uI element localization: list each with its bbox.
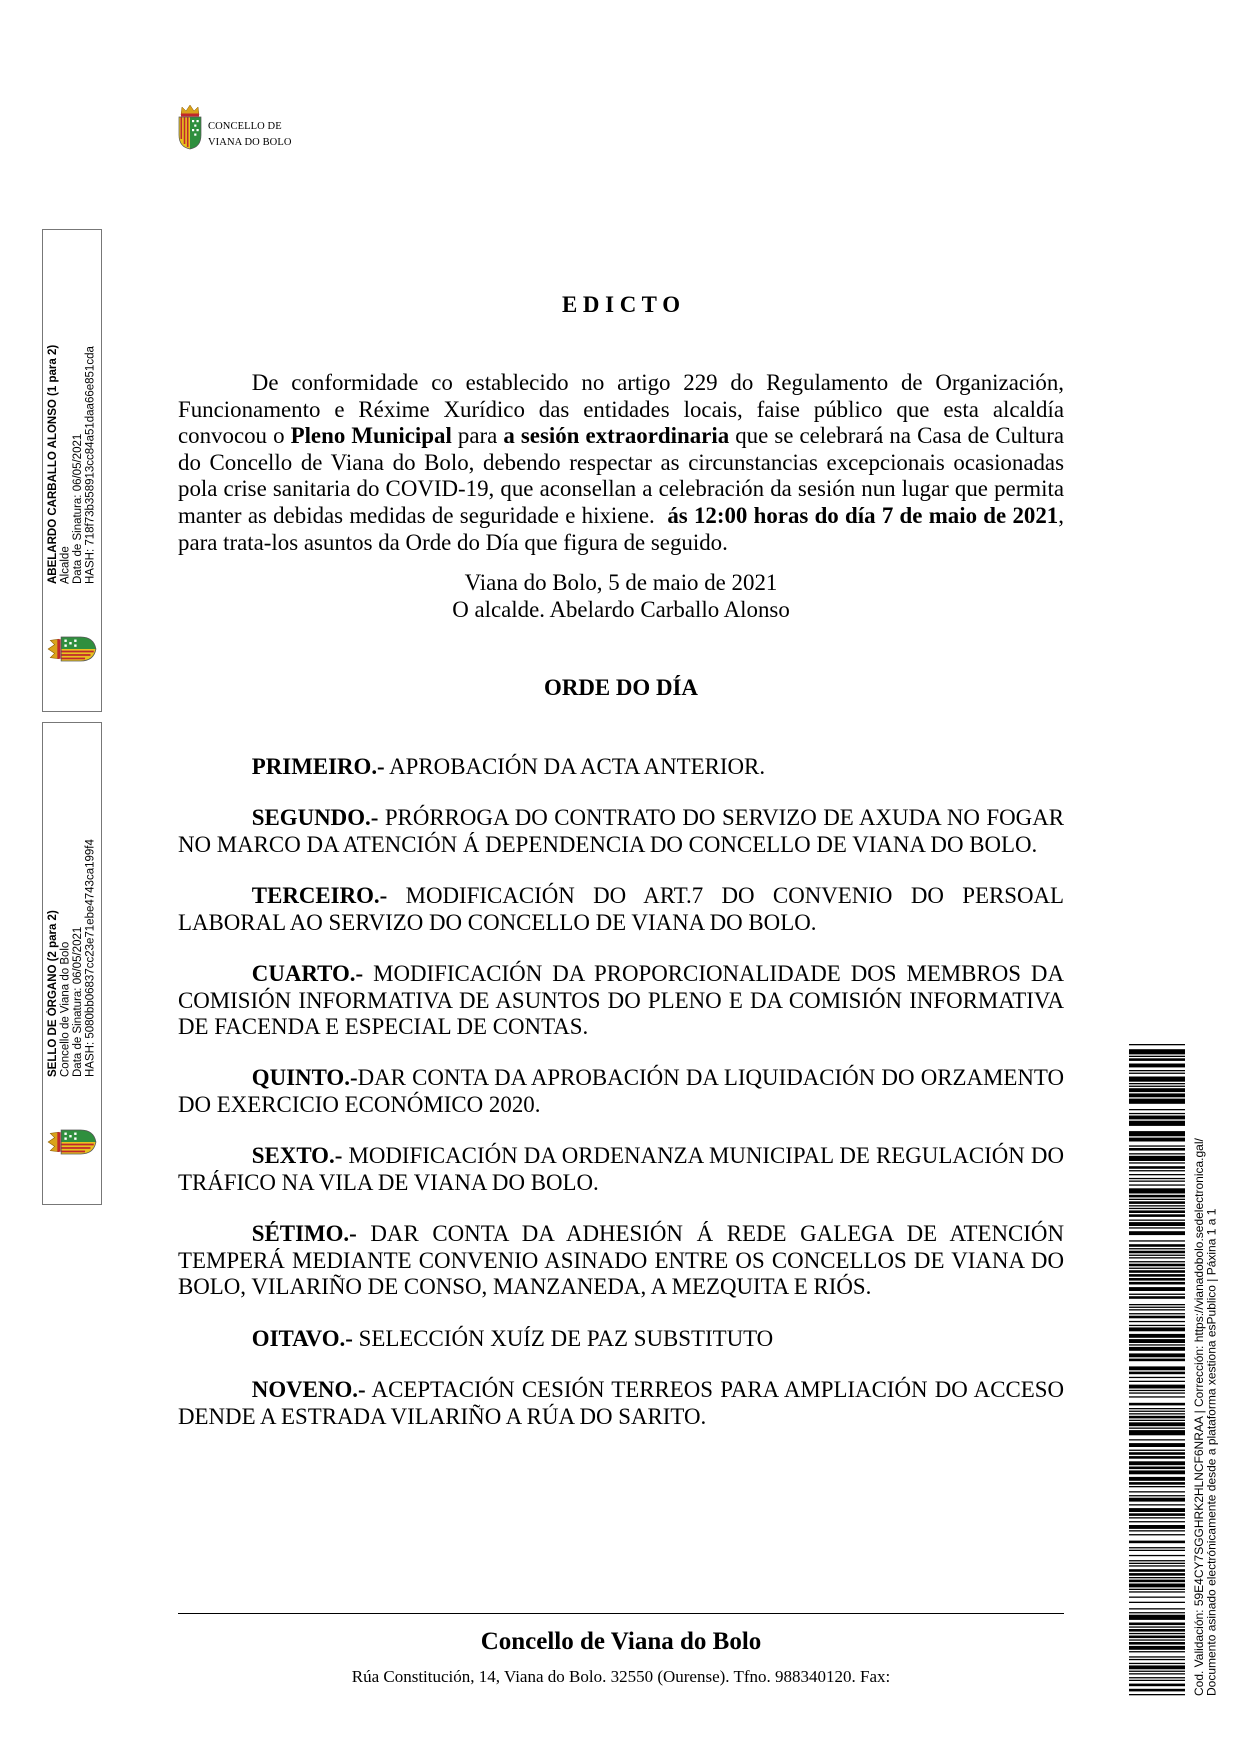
barcode-bar [1129, 1602, 1185, 1603]
barcode-bar [1129, 1608, 1185, 1609]
signature-hash: HASH: 718f73b358913cc84a51daa66e851cda [84, 346, 97, 584]
agenda-item-text: ACEPTACIÓN CESIÓN TERREOS PARA AMPLIACIÓN DO ACCESO DENDE A ESTRADA VILARIÑO A RÚA DO SARITO. [178, 1376, 1064, 1429]
barcode-bar [1129, 1244, 1185, 1247]
barcode-bar [1129, 1231, 1185, 1235]
barcode-bar [1129, 1270, 1185, 1273]
barcode-bar [1129, 1411, 1185, 1412]
intro-bold-run: a sesión extraordinaria [503, 423, 730, 449]
intro-paragraph [178, 370, 1064, 556]
barcode-bar [1129, 1684, 1185, 1687]
barcode-bar [1129, 1513, 1185, 1516]
intro-text-run: para [451, 423, 504, 449]
barcode-bar [1129, 1569, 1185, 1572]
logo-wordmark [208, 119, 292, 151]
barcode-bar [1129, 1534, 1185, 1535]
barcode-bar [1129, 1430, 1185, 1435]
barcode-bar [1129, 1597, 1185, 1598]
barcode-bar [1129, 1577, 1185, 1578]
barcode-bar [1129, 1565, 1185, 1566]
barcode-bar [1129, 1642, 1185, 1645]
place-date-signer [178, 570, 1064, 623]
footer-address: Rúa Constitución, 14, Viana do Bolo. 32550 (Ourense). Tfno. 988340120. Fax: [351, 1667, 891, 1686]
barcode-bar [1129, 1222, 1185, 1226]
agenda-list [178, 754, 1064, 1430]
barcode-bar [1129, 1651, 1185, 1652]
barcode-bar [1129, 1064, 1185, 1068]
barcode-bar [1129, 1188, 1185, 1193]
barcode-bar [1129, 1083, 1185, 1084]
intro-text-run: De conformidade co establecido no artigo 229 do Regulamento de Organización, Funcionamento e Réxime Xurídico das entidades locais, faise público que esta alcaldía convocou o [178, 369, 1064, 449]
barcode-bar [1129, 1131, 1185, 1136]
barcode-bar [1129, 1251, 1185, 1254]
barcode-bar [1129, 1321, 1185, 1322]
barcode-bar [1129, 1088, 1185, 1092]
barcode-bar [1129, 1491, 1185, 1492]
barcode-bar [1129, 1166, 1185, 1169]
barcode-bar [1129, 1121, 1185, 1126]
agenda-title: ORDE DO DÍA [544, 674, 698, 700]
agenda-item-label: TERCEIRO.- [251, 883, 388, 909]
barcode-bar [1129, 1663, 1185, 1664]
barcode-bar [1129, 1636, 1185, 1639]
document-body [178, 292, 1064, 1455]
barcode-bar [1129, 1563, 1185, 1564]
barcode-bar [1129, 1665, 1185, 1669]
barcode-bar [1129, 1550, 1185, 1551]
barcode-bar [1129, 1392, 1185, 1393]
signature-box-mayor [42, 229, 102, 712]
agenda-item-7 [178, 1221, 1064, 1301]
barcode-bar [1129, 1508, 1185, 1512]
agenda-item-label: CUARTO.- [251, 960, 364, 986]
barcode-bar [1129, 1049, 1185, 1054]
agenda-item-text: PRÓRROGA DO CONTRATO DO SERVIZO DE AXUDA NO FOGAR NO MARCO DA ATENCIÓN Á DEPENDENCIA DO CONCELLO DE VIANA DO BOLO. [178, 805, 1064, 857]
barcode-bar [1129, 1334, 1185, 1338]
agenda-item-label: NOVENO.- [251, 1376, 366, 1402]
barcode-bar [1129, 1366, 1185, 1370]
barcode-bar [1129, 1287, 1185, 1291]
barcode-bar [1129, 1589, 1185, 1590]
barcode-bar [1129, 1070, 1185, 1071]
agenda-item-label: QUINTO.- [251, 1065, 358, 1091]
barcode-bar [1129, 1498, 1185, 1502]
barcode-bar [1129, 1201, 1185, 1204]
agenda-item-6 [178, 1143, 1064, 1196]
barcode-bar [1129, 1673, 1185, 1674]
barcode-bar [1129, 1294, 1185, 1295]
barcode-bar [1129, 1174, 1185, 1175]
barcode-bar [1129, 1656, 1185, 1657]
intro-bold-run: Pleno Municipal [290, 423, 452, 449]
signature-seal [47, 629, 97, 669]
barcode-bar [1129, 1073, 1185, 1074]
barcode-bar [1129, 1452, 1185, 1455]
barcode-bar [1129, 1162, 1185, 1163]
barcode-bar [1129, 1199, 1185, 1200]
barcode-bar [1129, 1504, 1185, 1505]
barcode-bar [1129, 1659, 1185, 1660]
barcode-bar [1129, 1671, 1185, 1672]
barcode-bar [1129, 1482, 1185, 1485]
barcode-bar [1129, 1261, 1185, 1262]
barcode-bar [1129, 1443, 1185, 1447]
barcode-bar [1129, 1555, 1185, 1556]
barcode-bar [1129, 1461, 1185, 1465]
barcode-bar [1129, 1541, 1185, 1544]
barcode-bar [1129, 1099, 1185, 1104]
barcode-bar [1129, 1109, 1185, 1110]
barcode-bar [1129, 1181, 1185, 1182]
barcode-bar [1129, 1629, 1185, 1632]
barcode-bar [1129, 1573, 1185, 1576]
barcode-bar [1129, 1467, 1185, 1470]
barcode-bar [1129, 1381, 1185, 1382]
signature-title: SELLO DE ÓRGANO (2 para 2) [47, 910, 59, 1077]
barcode-bar [1129, 1521, 1185, 1522]
municipality-logo [177, 104, 301, 150]
signature-title: ABELARDO CARBALLO ALONSO (1 para 2) [47, 344, 59, 584]
barcode-bar [1129, 1344, 1185, 1345]
barcode-bar [1129, 1639, 1185, 1640]
signature-role: Concello de Viana do Bolo [59, 941, 72, 1077]
signature-details [47, 254, 97, 584]
barcode-bar [1129, 1313, 1185, 1314]
barcode-bar [1129, 1428, 1185, 1429]
barcode-bar [1129, 1347, 1185, 1351]
agenda-item-8 [178, 1326, 1064, 1353]
barcode-bar [1129, 1396, 1185, 1397]
barcode-bar [1129, 1093, 1185, 1097]
barcode-bar [1129, 1626, 1185, 1627]
barcode-bar [1129, 1058, 1185, 1061]
barcode-bar [1129, 1615, 1185, 1620]
barcode-bar [1129, 1680, 1185, 1681]
barcode-bar [1129, 1205, 1185, 1206]
signature-role: Alcalde [59, 546, 72, 584]
agenda-item-label: SEXTO.- [251, 1143, 343, 1169]
intro-text-run: , para trata-los asuntos da Orde do Día que figura de seguido. [178, 502, 1064, 555]
signature-date: Data de Sinatura: 06/05/2021 [72, 433, 84, 584]
agenda-item-label: SEGUNDO.- [251, 805, 379, 831]
barcode-bar [1129, 1148, 1185, 1151]
barcode-bar [1129, 1413, 1185, 1414]
barcode-bar [1129, 1547, 1185, 1548]
barcode-bar [1129, 1646, 1185, 1650]
barcode-bar [1129, 1195, 1185, 1198]
barcode-bar [1129, 1403, 1185, 1406]
barcode-bar [1129, 1296, 1185, 1299]
barcode-bar [1129, 1591, 1185, 1592]
agenda-item-2 [178, 805, 1064, 858]
agenda-item-9 [178, 1377, 1064, 1430]
barcode-bar [1129, 1248, 1185, 1249]
barcode-bar [1129, 1353, 1185, 1357]
barcode-bar [1129, 1416, 1185, 1419]
barcode-bar [1129, 1086, 1185, 1087]
barcode-bar [1129, 1240, 1185, 1241]
barcode-bar [1129, 1525, 1185, 1529]
barcode-bar [1129, 1359, 1185, 1362]
signature-date: Data de Sinatura: 06/05/2021 [72, 926, 84, 1077]
signer-line: O alcalde. Abelardo Carballo Alonso [452, 596, 790, 622]
document-title: E D I C T O [561, 292, 681, 317]
coat-of-arms-icon [47, 1122, 97, 1162]
barcode-bar [1129, 1116, 1185, 1120]
barcode-bar [1129, 1214, 1185, 1217]
barcode-bar [1129, 1677, 1185, 1678]
agenda-item-5 [178, 1065, 1064, 1118]
barcode-bar [1129, 1560, 1185, 1561]
agenda-item-3 [178, 883, 1064, 936]
barcode-bar [1129, 1325, 1185, 1326]
barcode-bar [1129, 1477, 1185, 1481]
barcode-bar [1129, 1316, 1185, 1319]
barcode-bar [1129, 1339, 1185, 1343]
barcode-bar [1129, 1077, 1185, 1082]
agenda-item-1 [178, 754, 1064, 781]
barcode-bar [1129, 1278, 1185, 1281]
agenda-item-text: MODIFICACIÓN DO ART.7 DO CONVENIO DO PERSOAL LABORAL AO SERVIZO DO CONCELLO DE VIANA DO BOLO. [178, 883, 1064, 935]
barcode-bar [1129, 1153, 1185, 1154]
place-date: Viana do Bolo, 5 de maio de 2021 [464, 569, 778, 595]
barcode-bar [1129, 1456, 1185, 1459]
barcode-bar [1129, 1580, 1185, 1583]
barcode [1129, 1044, 1185, 1696]
barcode-bar [1129, 1327, 1185, 1331]
barcode-bar [1129, 1274, 1185, 1277]
footer-organization: Concello de Viana do Bolo [480, 1628, 762, 1655]
barcode-bar [1129, 1633, 1185, 1634]
agenda-item-4 [178, 961, 1064, 1041]
barcode-bar [1129, 1208, 1185, 1209]
barcode-bar [1129, 1450, 1185, 1451]
signature-box-seal [42, 722, 102, 1205]
barcode-bar [1129, 1056, 1185, 1057]
barcode-bar [1129, 1220, 1185, 1221]
barcode-bar [1129, 1385, 1185, 1389]
coat-of-arms-icon [47, 629, 97, 669]
barcode-bar [1129, 1210, 1185, 1213]
signature-hash: HASH: 5080bb06837cc23e71ebe4743ca199f4 [84, 839, 97, 1077]
barcode-bar [1129, 1178, 1185, 1179]
barcode-bar [1129, 1255, 1185, 1256]
barcode-bar [1129, 1486, 1185, 1487]
barcode-bar [1129, 1623, 1185, 1626]
barcode-bar [1129, 1694, 1185, 1695]
barcode-bar [1129, 1227, 1185, 1228]
agenda-item-text: DAR CONTA DA APROBACIÓN DA LIQUIDACIÓN DO ORZAMENTO DO EXERCICIO ECONÓMICO 2020. [178, 1065, 1064, 1117]
barcode-bar [1129, 1530, 1185, 1531]
barcode-bar [1129, 1584, 1185, 1588]
signature-details [47, 747, 97, 1077]
barcode-bar [1129, 1304, 1185, 1305]
barcode-bar [1129, 1282, 1185, 1285]
agenda-item-text: SELECCIÓN XUÍZ DE PAZ SUBSTITUTO [352, 1325, 774, 1351]
barcode-bar [1129, 1422, 1185, 1426]
logo-line-1: CONCELLO DE [208, 121, 282, 132]
barcode-bar [1129, 1495, 1185, 1496]
barcode-bar [1129, 1156, 1185, 1161]
barcode-bar [1129, 1113, 1185, 1114]
barcode-bar [1129, 1138, 1185, 1142]
barcode-bar [1129, 1307, 1185, 1308]
agenda-item-text: MODIFICACIÓN DA ORDENANZA MUNICIPAL DE REGULACIÓN DO TRÁFICO NA VILA DE VIANA DO BOLO. [178, 1143, 1064, 1195]
intro-bold-run: ás 12:00 horas do día 7 de maio de 2021 [667, 502, 1059, 528]
validation-text [1193, 1096, 1218, 1696]
footer-divider [178, 1613, 1064, 1614]
barcode-bar [1129, 1170, 1185, 1171]
barcode-bar [1129, 1390, 1185, 1391]
barcode-bar [1129, 1408, 1185, 1409]
barcode-bar [1129, 1184, 1185, 1185]
signature-seal [47, 1122, 97, 1162]
barcode-bar [1129, 1470, 1185, 1474]
agenda-item-label: PRIMEIRO.- [251, 753, 385, 779]
agenda-item-text: DAR CONTA DA ADHESIÓN Á REDE GALEGA DE ATENCIÓN TEMPERÁ MEDIANTE CONVENIO ASINADO ENTRE OS CONCELLOS DE VIANA DO BOLO, VILARIÑO DE CONSO, MANZANEDA, A MEZQUITA E RIÓS. [178, 1221, 1064, 1300]
barcode-bar [1129, 1377, 1185, 1378]
barcode-bar [1129, 1420, 1185, 1421]
barcode-bar [1129, 1309, 1185, 1310]
validation-code-line: Cod. Validación: 59E4CY7SGGHRK2HLNCF6NRAA | Corrección: https://vianadobolo.sedelectronica.gal/ [1192, 1138, 1206, 1696]
barcode-bar [1129, 1372, 1185, 1375]
logo-line-2: VIANA DO BOLO [208, 137, 292, 148]
intro-text-run: que se celebrará na Casa de Cultura do Concello de Viana do Bolo, debendo respectar as circunstancias excepcionais ocasionadas pola crise sanitaria do COVID-19, que aconsellan a celebración da sesión nun lugar que permita manter as debidas medidas de seguridade e hixiene. [178, 423, 1064, 528]
barcode-bar [1129, 1517, 1185, 1518]
barcode-bar [1129, 1264, 1185, 1267]
barcode-bar [1129, 1257, 1185, 1258]
validation-platform-line: Documento asinado electrónicamente desde a plataforma xestiona esPublico | Páxina 1 a 1 [1204, 1208, 1219, 1696]
agenda-item-text: APROBACIÓN DA ACTA ANTERIOR. [384, 753, 766, 779]
agenda-item-text: MODIFICACIÓN DA PROPORCIONALIDADE DOS MEMBROS DA COMISIÓN INFORMATIVA DE ASUNTOS DO PLENO E DA COMISIÓN INFORMATIVA DE FACENDA E ESPECIAL DE CONTAS. [178, 960, 1064, 1040]
agenda-item-label: SÉTIMO.- [251, 1221, 357, 1247]
barcode-bar [1129, 1044, 1185, 1045]
barcode-bar [1129, 1268, 1185, 1269]
coat-of-arms-icon [177, 104, 203, 150]
agenda-item-label: OITAVO.- [251, 1325, 353, 1351]
barcode-bar [1129, 1689, 1185, 1692]
barcode-bar [1129, 1612, 1185, 1613]
barcode-bar [1129, 1145, 1185, 1146]
barcode-bar [1129, 1439, 1185, 1440]
